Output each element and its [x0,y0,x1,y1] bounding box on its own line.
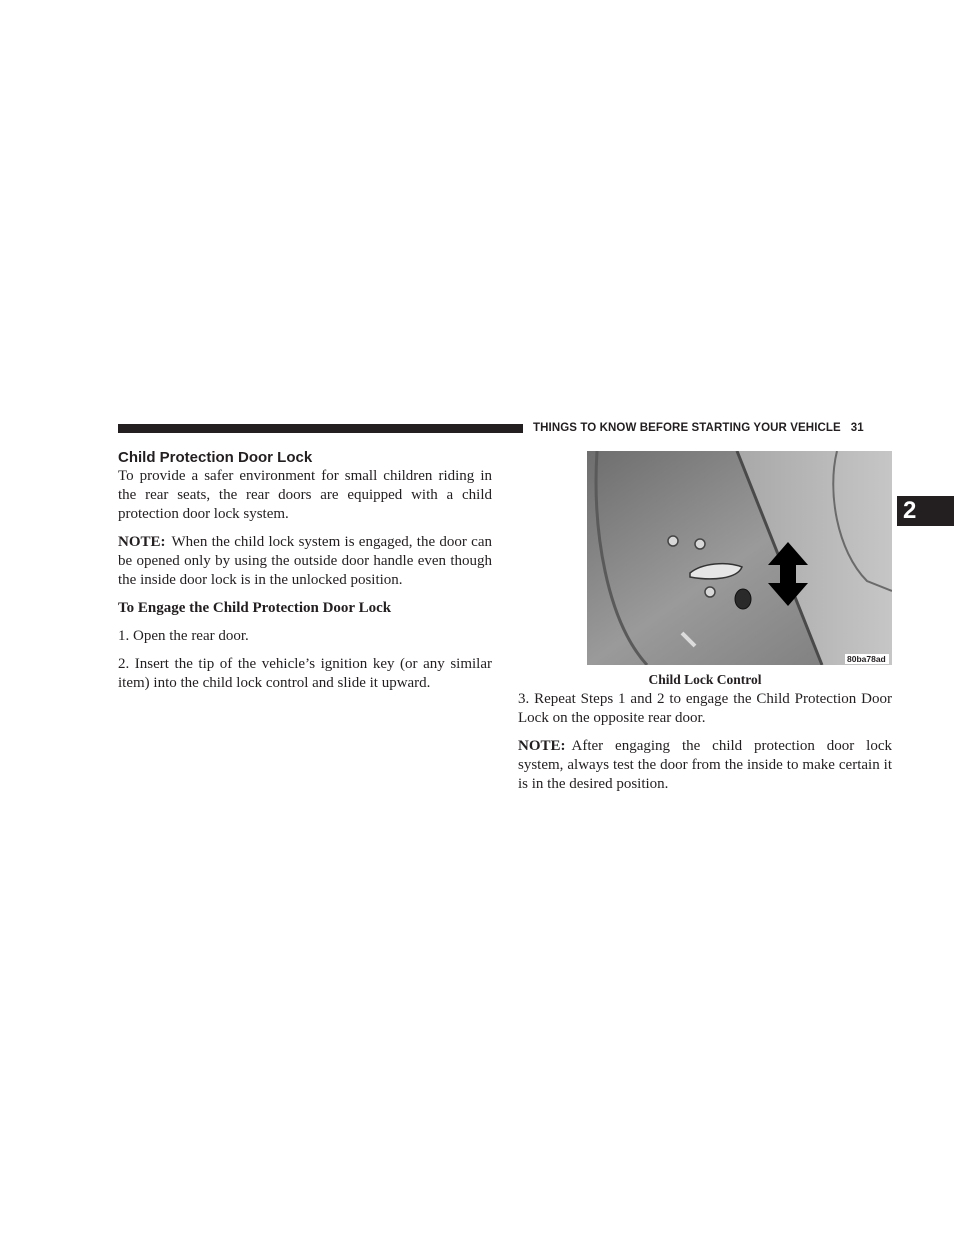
note-paragraph [118,533,492,590]
screw-icon [695,539,705,549]
figure-caption: Child Lock Control [648,672,762,687]
child-lock-control [735,589,751,609]
chapter-tab: 2 [897,496,954,526]
image-code: 80ba78ad [847,654,886,664]
step-2: 2. Insert the tip of the vehicle’s ignition key (or any similar item) into the child lock control and slide it upward. [118,656,492,691]
child-lock-figure [587,451,892,665]
note-paragraph-2 [518,737,892,794]
header-rule [118,424,523,433]
running-title: THINGS TO KNOW BEFORE STARTING YOUR VEHICLE [533,422,841,434]
section-heading: Child Protection Door Lock [118,449,313,466]
note-text: When the child lock system is engaged, the door can be opened only by using the outside door handle even though the inside door lock is in the unlocked position. [118,534,492,588]
page-number: 31 [850,422,864,434]
note-text: After engaging the child protection door lock system, always test the door from the inside to make certain it is in the desired position. [518,738,892,792]
right-column [518,690,892,803]
step-3: 3. Repeat Steps 1 and 2 to engage the Child Protection Door Lock on the opposite rear door. [518,691,892,726]
step-1: 1. Open the rear door. [118,628,249,644]
running-header [533,421,864,435]
note-label: NOTE: [118,534,166,550]
left-column [118,448,492,702]
note-label: NOTE: [518,738,566,754]
intro-paragraph: To provide a safer environment for small children riding in the rear seats, the rear doors are equipped with a child protection door lock system. [118,468,492,522]
child-lock-illustration [587,451,892,665]
screw-icon [668,536,678,546]
subheading: To Engage the Child Protection Door Lock [118,600,392,616]
screw-icon [705,587,715,597]
